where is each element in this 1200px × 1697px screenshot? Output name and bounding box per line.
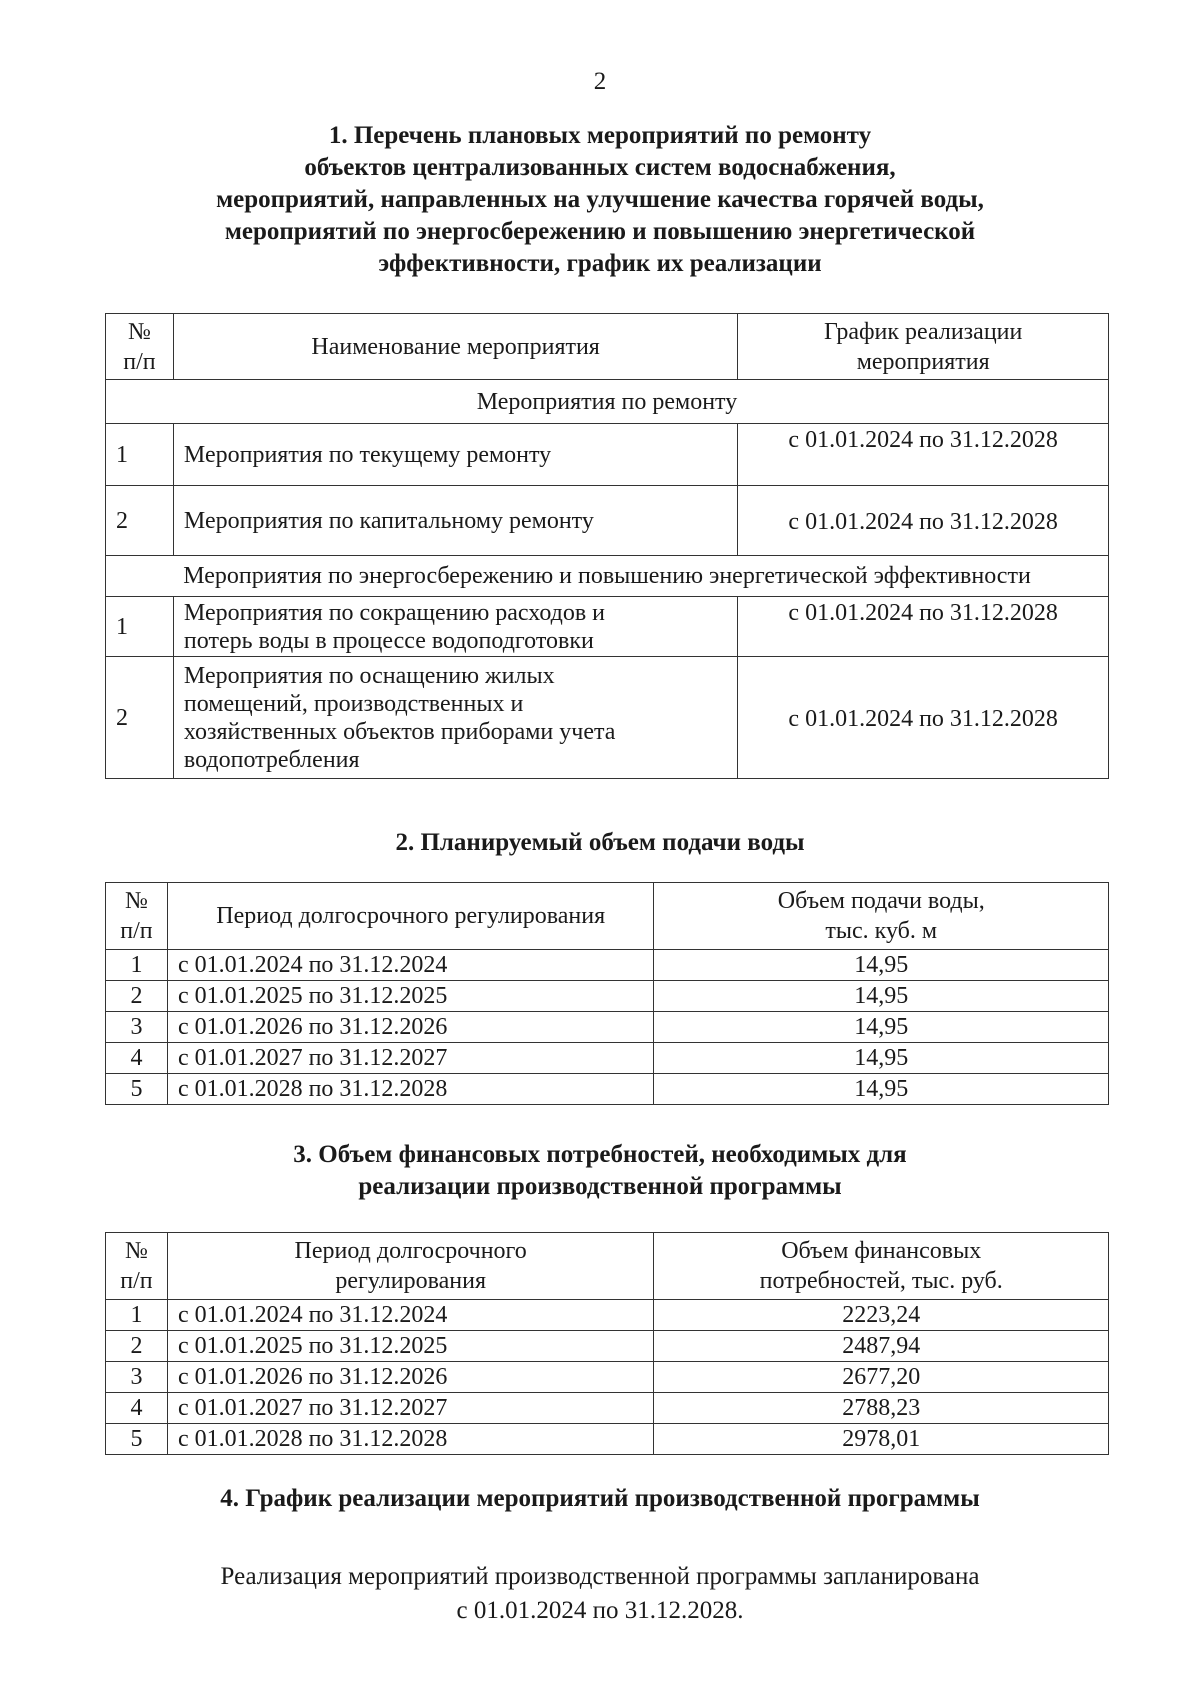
header-num-line: п/п xyxy=(120,1268,153,1294)
header-period: Период долгосрочного регулирования xyxy=(167,883,654,950)
row-period: с 01.01.2027 по 31.12.2027 xyxy=(167,1043,654,1074)
row-period: с 01.01.2024 по 31.12.2028 xyxy=(738,597,1109,657)
section4-title xyxy=(60,1483,1140,1515)
row-value: 14,95 xyxy=(654,1043,1109,1074)
header-period xyxy=(167,1233,654,1300)
row-name-line: Мероприятия по сокращению расходов и xyxy=(183,599,606,626)
row-period: с 01.01.2026 по 31.12.2026 xyxy=(167,1012,654,1043)
row-name-line: потерь воды в процессе водоподготовки xyxy=(183,627,594,654)
section2-title xyxy=(60,827,1140,859)
header-volume-line: Объем подачи воды, xyxy=(777,888,985,914)
table-row xyxy=(106,950,1109,981)
table-row xyxy=(106,1074,1109,1105)
events-table xyxy=(105,313,1109,779)
row-num: 2 xyxy=(106,486,174,556)
header-schedule-line: мероприятия xyxy=(856,348,990,375)
table-row xyxy=(106,1424,1109,1455)
page-number: 2 xyxy=(593,68,607,95)
header-finance-line: потребностей, тыс. руб. xyxy=(759,1268,1003,1294)
header-schedule xyxy=(738,314,1109,380)
table-row xyxy=(106,1043,1109,1074)
row-name-line: хозяйственных объектов приборами учета xyxy=(183,718,616,745)
row-num: 3 xyxy=(106,1012,168,1043)
group-repair-label: Мероприятия по ремонту xyxy=(106,380,1109,424)
section1-title-line: объектов централизованных систем водоснабжения, xyxy=(304,154,896,181)
row-value: 14,95 xyxy=(654,950,1109,981)
row-period: с 01.01.2024 по 31.12.2024 xyxy=(167,1300,654,1331)
row-num: 4 xyxy=(106,1393,168,1424)
section4-title-line: 4. График реализации мероприятий производственной программы xyxy=(220,1485,980,1512)
header-num-line: п/п xyxy=(123,348,156,375)
header-schedule-line: График реализации xyxy=(823,318,1023,345)
row-num: 1 xyxy=(106,1300,168,1331)
row-value: 2788,23 xyxy=(654,1393,1109,1424)
table-row xyxy=(106,486,1109,556)
row-num: 2 xyxy=(106,1331,168,1362)
row-value: 2487,94 xyxy=(654,1331,1109,1362)
group-row xyxy=(106,556,1109,597)
header-finance-line: Объем финансовых xyxy=(781,1238,982,1264)
section1-title xyxy=(60,120,1140,280)
row-name-line: водопотребления xyxy=(183,746,360,773)
table-header-row xyxy=(106,883,1109,950)
row-period: с 01.01.2028 по 31.12.2028 xyxy=(167,1424,654,1455)
row-name: Мероприятия по капитальному ремонту xyxy=(173,486,737,556)
finance-table xyxy=(105,1232,1109,1455)
table-row xyxy=(106,657,1109,779)
header-num-line: № xyxy=(125,888,148,914)
row-num: 4 xyxy=(106,1043,168,1074)
section1-title-line: эффективности, график их реализации xyxy=(378,250,822,277)
row-period: с 01.01.2025 по 31.12.2025 xyxy=(167,1331,654,1362)
section1-title-line: мероприятий по энергосбережению и повышению энергетической xyxy=(224,218,976,245)
table-header-row xyxy=(106,314,1109,380)
header-num xyxy=(106,314,174,380)
row-name xyxy=(173,597,737,657)
header-volume-line: тыс. куб. м xyxy=(825,918,938,944)
row-period: с 01.01.2026 по 31.12.2026 xyxy=(167,1362,654,1393)
row-period: с 01.01.2024 по 31.12.2024 xyxy=(167,950,654,981)
table-header-row xyxy=(106,1233,1109,1300)
row-value: 14,95 xyxy=(654,981,1109,1012)
header-num xyxy=(106,883,168,950)
water-volume-table xyxy=(105,882,1109,1105)
group-energy-label: Мероприятия по энергосбережению и повышению энергетической эффективности xyxy=(106,556,1109,597)
table-row xyxy=(106,424,1109,486)
row-num: 1 xyxy=(106,950,168,981)
header-num xyxy=(106,1233,168,1300)
row-period: с 01.01.2025 по 31.12.2025 xyxy=(167,981,654,1012)
row-period: с 01.01.2028 по 31.12.2028 xyxy=(167,1074,654,1105)
row-value: 2978,01 xyxy=(654,1424,1109,1455)
row-num: 5 xyxy=(106,1074,168,1105)
row-num: 1 xyxy=(106,597,174,657)
table-row xyxy=(106,1012,1109,1043)
row-name: Мероприятия по текущему ремонту xyxy=(173,424,737,486)
section3-title-line: реализации производственной программы xyxy=(358,1173,842,1200)
row-period: с 01.01.2024 по 31.12.2028 xyxy=(738,486,1109,556)
table-row xyxy=(106,1300,1109,1331)
header-period-line: Период долгосрочного xyxy=(294,1238,527,1264)
section2-title-line: 2. Планируемый объем подачи воды xyxy=(395,829,805,856)
row-num: 3 xyxy=(106,1362,168,1393)
table-row xyxy=(106,1393,1109,1424)
row-num: 5 xyxy=(106,1424,168,1455)
group-row xyxy=(106,380,1109,424)
table-row xyxy=(106,597,1109,657)
row-name-line: помещений, производственных и xyxy=(183,690,524,717)
header-finance xyxy=(654,1233,1109,1300)
header-num-line: п/п xyxy=(120,918,153,944)
row-num: 2 xyxy=(106,981,168,1012)
row-value: 14,95 xyxy=(654,1012,1109,1043)
row-value: 2677,20 xyxy=(654,1362,1109,1393)
section1-title-line: мероприятий, направленных на улучшение качества горячей воды, xyxy=(216,186,984,213)
header-period-line: регулирования xyxy=(335,1268,487,1294)
row-period: с 01.01.2027 по 31.12.2027 xyxy=(167,1393,654,1424)
section3-title xyxy=(60,1139,1140,1203)
table-row xyxy=(106,1362,1109,1393)
row-value: 2223,24 xyxy=(654,1300,1109,1331)
section4-text-line: Реализация мероприятий производственной программы запланирована xyxy=(220,1563,980,1590)
row-period: с 01.01.2024 по 31.12.2028 xyxy=(738,657,1109,779)
header-num-line: № xyxy=(128,318,151,345)
row-num: 1 xyxy=(106,424,174,486)
section4-text xyxy=(60,1560,1140,1628)
section4-text-line: с 01.01.2024 по 31.12.2028. xyxy=(456,1597,744,1624)
row-name-line: Мероприятия по оснащению жилых xyxy=(183,662,555,689)
header-name: Наименование мероприятия xyxy=(173,314,737,380)
section1-title-line: 1. Перечень плановых мероприятий по ремонту xyxy=(328,122,872,149)
row-period: с 01.01.2024 по 31.12.2028 xyxy=(738,424,1109,486)
section3-title-line: 3. Объем финансовых потребностей, необходимых для xyxy=(293,1141,907,1168)
header-volume xyxy=(654,883,1109,950)
header-num-line: № xyxy=(125,1238,148,1264)
table-row xyxy=(106,1331,1109,1362)
row-num: 2 xyxy=(106,657,174,779)
row-name xyxy=(173,657,737,779)
table-row xyxy=(106,981,1109,1012)
row-value: 14,95 xyxy=(654,1074,1109,1105)
